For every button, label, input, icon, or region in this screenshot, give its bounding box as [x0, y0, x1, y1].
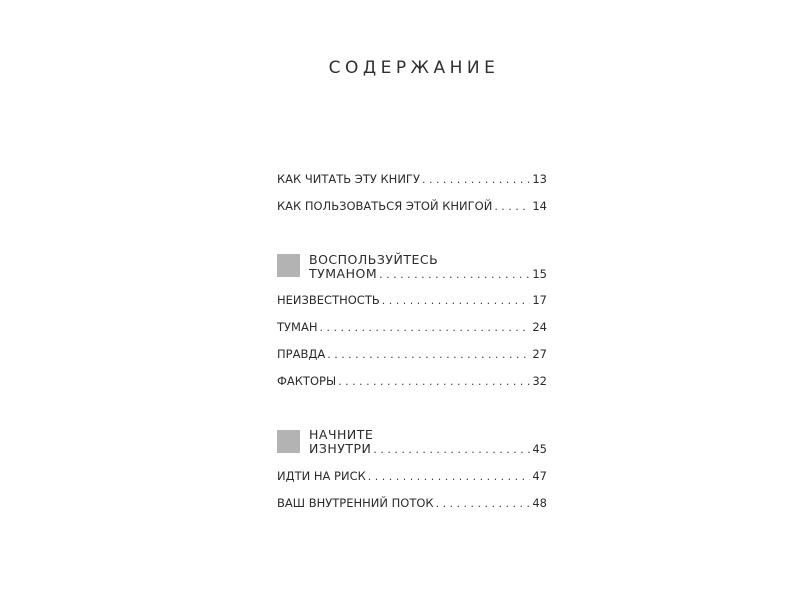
section-heading-line1: ВОСПОЛЬЗУЙТЕСЬ [309, 252, 439, 267]
toc-entry-label: ПРАВДА [277, 347, 326, 361]
toc-entry-label: КАК ПОЛЬЗОВАТЬСЯ ЭТОЙ КНИГОЙ [277, 199, 493, 213]
toc-entry-page: 14 [532, 199, 547, 213]
toc-entry-label: ИДТИ НА РИСК [277, 469, 366, 483]
dot-leader [494, 200, 530, 214]
toc-entry-fog[interactable] [277, 320, 547, 335]
toc-entry-how-to-read[interactable] [277, 172, 547, 187]
toc-entry-take-risk[interactable] [277, 469, 547, 484]
section-heading-line1: НАЧНИТЕ [309, 427, 374, 442]
toc-entry-page: 24 [532, 320, 547, 334]
dot-leader [422, 173, 530, 187]
toc-entry-page: 13 [532, 172, 547, 186]
section-heading-entry [309, 441, 547, 457]
dot-leader [319, 321, 530, 335]
dot-leader [368, 470, 531, 484]
toc-entry-page: 17 [532, 293, 547, 307]
section-page: 45 [532, 442, 547, 456]
toc-entry-factors[interactable] [277, 374, 547, 389]
section-page: 15 [532, 267, 547, 281]
section-marker-icon [277, 254, 300, 277]
toc-entry-page: 48 [532, 496, 547, 510]
dot-leader [373, 442, 530, 457]
toc-entry-page: 47 [532, 469, 547, 483]
toc-entry-label: ТУМАН [277, 320, 318, 334]
section-marker-icon [277, 430, 300, 453]
page-title: СОДЕРЖАНИЕ [328, 58, 500, 78]
dot-leader [382, 294, 531, 308]
toc-entry-label: КАК ЧИТАТЬ ЭТУ КНИГУ [277, 172, 420, 186]
dot-leader [327, 348, 530, 362]
dot-leader [436, 497, 531, 511]
toc-entry-uncertainty[interactable] [277, 293, 547, 308]
toc-entry-page: 32 [532, 374, 547, 388]
toc-entry-page: 27 [532, 347, 547, 361]
toc-entry-how-to-use[interactable] [277, 199, 547, 214]
section-heading-entry [309, 266, 547, 282]
dot-leader [338, 375, 530, 389]
toc-entry-label: НЕИЗВЕСТНОСТЬ [277, 293, 380, 307]
toc-entry-truth[interactable] [277, 347, 547, 362]
section-heading-line2: ИЗНУТРИ [309, 441, 372, 456]
dot-leader [379, 267, 530, 282]
section-heading-line2: ТУМАНОМ [309, 266, 378, 281]
toc-entry-inner-flow[interactable] [277, 496, 547, 511]
toc-entry-label: ФАКТОРЫ [277, 374, 337, 388]
toc-entry-label: ВАШ ВНУТРЕННИЙ ПОТОК [277, 496, 434, 510]
